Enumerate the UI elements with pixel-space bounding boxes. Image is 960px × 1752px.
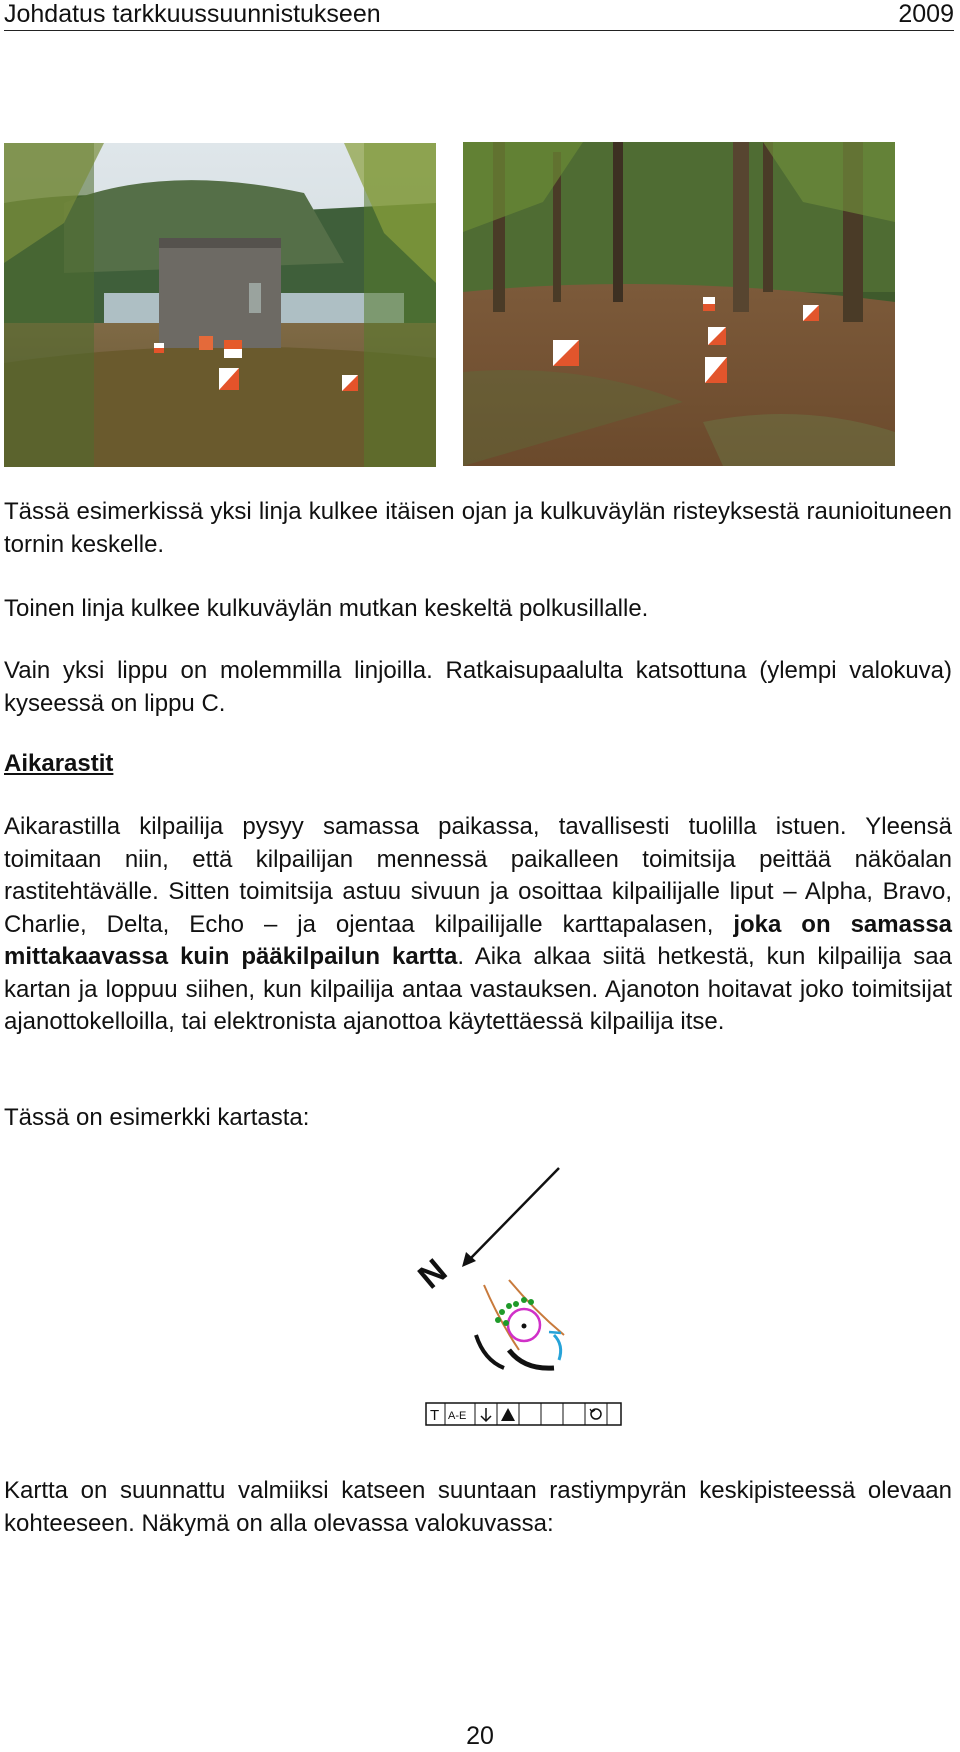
paragraph-4-end: . Aika alkaa siitä hetkestä, kun kilpailija saa kartan ja loppuu siihen, kun kilpailija antaa vastauksen. Ajanoton hoitavat joko toimitsijat ajanottokelloilla, tai elektronista ajanottoa käytettäessä kilpailija itse. <box>4 943 953 1035</box>
page-header <box>4 0 954 31</box>
paragraph-4-start: Aikarastilla kilpailija pysyy samassa paikassa, tavallisesti tuolilla istuen. Yleensä toimitaan niin, että kilpailijan mennessä paikalleen toimitsija peittää näköalan rastitehtävälle. Sitten toimitsija astuu sivuun ja osoittaa kilpailijalle liput – Alpha, Bravo, Charlie, Delta, Echo – ja ojentaa kilpailijalle karttapalasen, <box>4 813 952 938</box>
description-col-2: A-E <box>448 1410 467 1422</box>
paragraph-6: Kartta on suunnattu valmiiksi katseen suuntaan rastiympyrän keskipisteessä olevaan kohteeseen. Näkymä on alla olevassa valokuvassa: <box>4 1477 952 1537</box>
paragraph-1: Tässä esimerkissä yksi linja kulkee itäisen ojan ja kulkuväylän risteyksestä raunioituneen tornin keskelle. <box>4 498 952 558</box>
control-description-row <box>425 1400 625 1430</box>
paragraph-2: Toinen linja kulkee kulkuväylän mutkan keskeltä polkusillalle. <box>4 595 649 622</box>
header-title: Johdatus tarkkuussuunnistukseen <box>4 0 381 28</box>
page-number: 20 <box>466 1722 494 1750</box>
header-year: 2009 <box>898 0 954 28</box>
photo-ruined-tower <box>4 143 436 467</box>
paragraph-4-bold: joka on samassa mittakaavassa kuin pääkilpailun kartta <box>4 910 953 970</box>
paragraph-5: Tässä on esimerkki kartasta: <box>4 1104 310 1131</box>
north-label: N <box>414 1251 455 1297</box>
heading-aikarastit: Aikarastit <box>4 750 114 777</box>
photo-forest-flags <box>463 142 895 466</box>
orienteering-map-figure <box>414 1160 584 1375</box>
paragraph-4 <box>4 811 952 1039</box>
description-col-1: T <box>430 1407 440 1424</box>
paragraph-3: Vain yksi lippu on molemmilla linjoilla. Ratkaisupaalulta katsottuna (ylempi valokuva) kyseessä on lippu C. <box>4 657 952 717</box>
